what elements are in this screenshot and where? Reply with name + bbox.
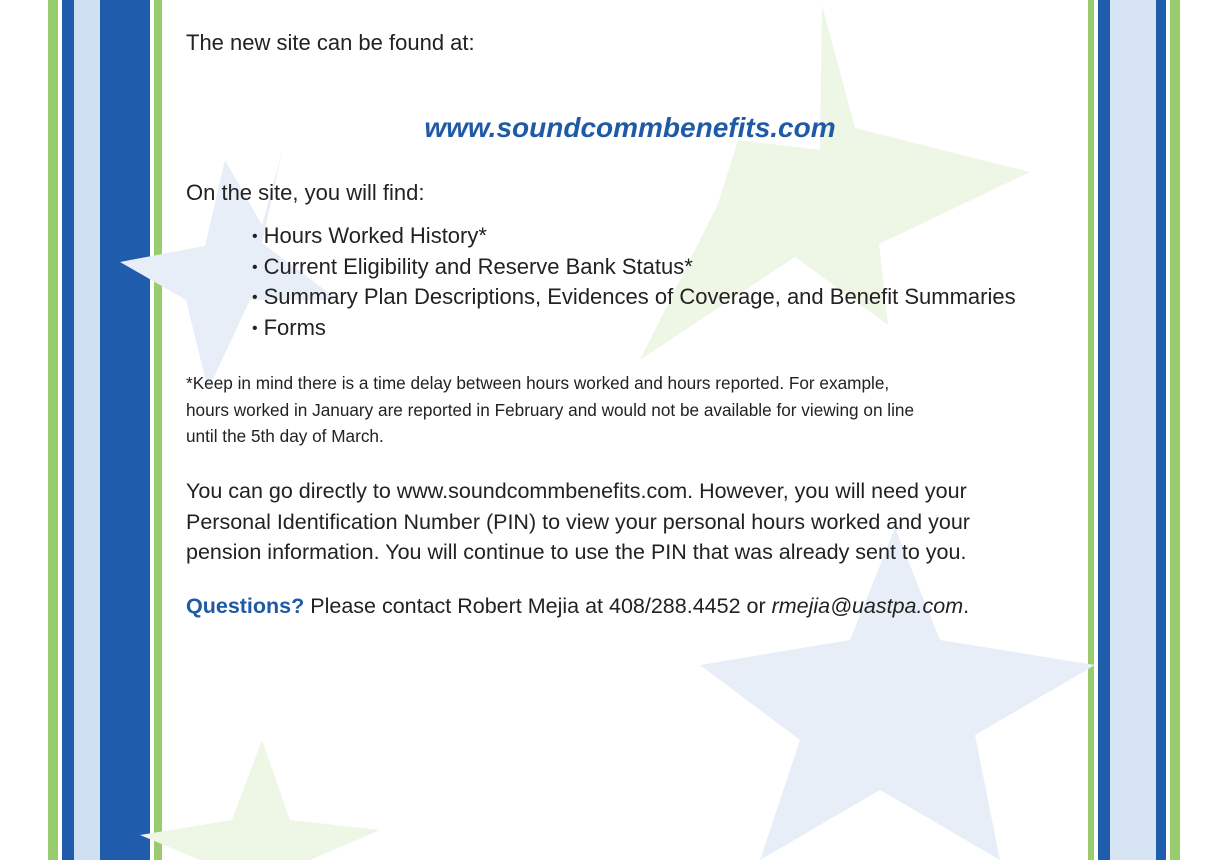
feature-item: • Forms [252,313,1016,344]
pin-info-line: pension information. You will continue to use the PIN that was already sent to you. [186,540,967,564]
pin-info-paragraph [186,476,1086,568]
pin-info-line: You can go directly to www.soundcommbenefits.com. However, you will need your [186,479,967,503]
contact-text: Please contact Robert Mejia at 408/288.4452 or [304,594,772,618]
contact-line [186,594,969,619]
site-url-link[interactable]: www.soundcommbenefits.com [424,112,836,143]
contact-end: . [963,594,970,618]
features-lead-text: On the site, you will find: [186,180,425,205]
features-list [252,221,1016,343]
time-delay-note [186,370,1076,450]
note-line: until the 5th day of March. [186,426,384,446]
feature-item: • Current Eligibility and Reserve Bank Status* [252,252,1016,283]
intro-text: The new site can be found at: [186,30,475,55]
questions-label: Questions? [186,594,305,618]
pin-info-line: Personal Identification Number (PIN) to view your personal hours worked and your [186,509,970,534]
feature-item: • Hours Worked History* [252,221,1016,252]
document-content [162,0,1088,860]
note-line: hours worked in January are reported in February and would not be available for viewing on line [186,399,915,420]
contact-email-link[interactable]: rmejia@uastpa.com [771,594,964,618]
note-line: *Keep in mind there is a time delay between hours worked and hours reported. For example, [186,373,890,393]
feature-item: • Summary Plan Descriptions, Evidences of Coverage, and Benefit Summaries [252,282,1016,313]
